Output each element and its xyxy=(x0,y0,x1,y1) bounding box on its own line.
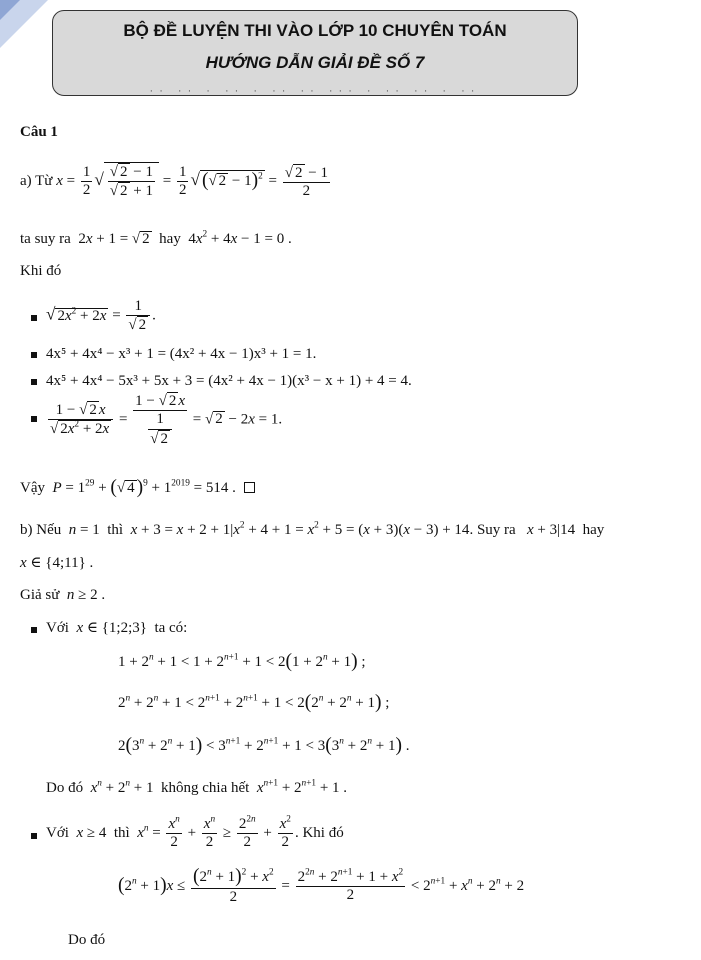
text-thi: thì xyxy=(107,522,124,538)
case-2-line: Với x ≥ 4 thì $x^n$ = $\frac{x^n}{2}$ + $\frac{x^n}{2}$ ≥ $\frac{2^{2n}}{2}$ + $\frac{x^2}{2}$ . Khi đó xyxy=(46,814,344,851)
text-voi: Với xyxy=(46,620,69,636)
part-b-line-2: x ∈ {4;11} . xyxy=(20,555,94,571)
end-of-proof-icon xyxy=(244,482,255,493)
text-ta-co: ta có: xyxy=(154,620,188,636)
text-voi-2: Với xyxy=(46,825,69,842)
question-heading: Câu 1 xyxy=(20,124,58,140)
inequality-4: $(2^n + 1)x$ ≤ $\frac{(2^n + 1)^2 + x^2}{2}$ = $\frac{2^{2n} + 2^{n+1} + 1 + x^2}{2}$ < $2^{n+1} + x^n + 2^n + 2$ xyxy=(118,866,525,906)
inequality-1: $1 + 2^n + 1 < 1 + 2^{n+1} + 1 < 2(1 + 2^n + 1)$ ; xyxy=(118,651,366,672)
bullet-icon xyxy=(31,833,37,839)
text-khi-do: Khi đó xyxy=(20,263,62,279)
text-thi-2: thì xyxy=(113,825,130,842)
header-banner xyxy=(52,10,578,96)
text-khong-chia-het: không chia hết xyxy=(161,780,250,796)
text-vay: Vậy xyxy=(20,480,45,497)
bullet-icon xyxy=(31,379,37,385)
text-do-do: Do đó xyxy=(46,780,84,796)
text-do-do-final: Do đó xyxy=(68,932,106,948)
bullet-icon xyxy=(31,352,37,358)
bullet-icon xyxy=(31,315,37,321)
page-corner-decoration-inner xyxy=(0,0,20,20)
case-1-conclusion: Do đó $x^n + 2^n + 1$ không chia hết $x^{n+1} + 2^{n+1} + 1$ . xyxy=(46,778,348,796)
bullet-1-formula: √ $2x^2 + 2x$ = $\frac{1}{√ 2}$ . xyxy=(46,298,156,334)
bullet-4-formula: $\frac{1 - √ 2 x}{√ 2x^2 + 2x}$ = $\frac{1 - √ 2 x}{\frac{1}{√ 2}}$ = √ 2 − 2x = 1. xyxy=(50,393,283,447)
text-khi-do-2: . Khi đó xyxy=(294,825,344,842)
document-subtitle: HƯỚNG DẪN GIẢI ĐỀ SỐ 7 xyxy=(205,53,425,72)
part-b-label: b) Nếu xyxy=(20,522,62,538)
bullet-2-formula: 4x⁵ + 4x⁴ − x³ + 1 = (4x² + 4x − 1)x³ + 1 = 1. xyxy=(46,346,317,362)
bullet-icon xyxy=(31,416,37,422)
part-a-label: a) Từ xyxy=(20,173,53,190)
inequality-3: $2(3^n + 2^n + 1) < 3^{n+1} + 2^{n+1} + 1 < 3(3^n + 2^n + 1)$ . xyxy=(118,735,410,756)
bullet-icon xyxy=(31,627,37,633)
header-cropped-text: ·· ·· · ·· · ·· ·· ··· · ·· ·· · ·· xyxy=(149,85,481,96)
text-hay-2: hay xyxy=(582,522,605,538)
part-a-equation: a) Từ x = $\frac{1}{2}$ √ $\frac{√ 2 - 1}{√ 2 + 1}$ = $\frac{1}{2}$ √ (√ 2 − 1)$^2$ = $\frac{√ 2 - 1}{2}$ xyxy=(20,164,328,200)
inequality-2: $2^n + 2^n + 1 < 2^{n+1} + 2^{n+1} + 1 < 2(2^n + 2^n + 1)$ ; xyxy=(118,692,390,713)
text-hay: hay xyxy=(159,231,181,247)
part-b-line-1: b) Nếu n = 1 thì $x + 3 = x + 2 + 1|x^2 + 4 + 1 = x^2 + 5 = (x + 3)(x - 3) + 14$. Suy ra x + 3|14 hay xyxy=(20,520,605,538)
text-suy-ra: . Suy ra xyxy=(469,522,516,538)
document-title: BỘ ĐỀ LUYỆN THI VÀO LỚP 10 CHUYÊN TOÁN xyxy=(123,21,507,40)
bullet-3-formula: 4x⁵ + 4x⁴ − 5x³ + 5x + 3 = (4x² + 4x − 1)(x³ − x + 1) + 4 = 4. xyxy=(46,373,412,389)
text-ta-suy-ra: ta suy ra xyxy=(20,231,71,247)
conclusion-line: Vậy $P = 1^{29}$ + (√ 4 )$^9 + 1^{2019} = 514$ . xyxy=(20,478,255,498)
case-1-line: Với x ∈ {1;2;3} ta có: xyxy=(46,620,188,636)
derived-equation-line: ta suy ra 2x + 1 = √ 2 hay $4x^2 + 4x - 1 = 0$ . xyxy=(20,229,292,247)
text-gia-su: Giả sử xyxy=(20,587,60,603)
assumption-line: Giả sử n ≥ 2 . xyxy=(20,587,106,603)
